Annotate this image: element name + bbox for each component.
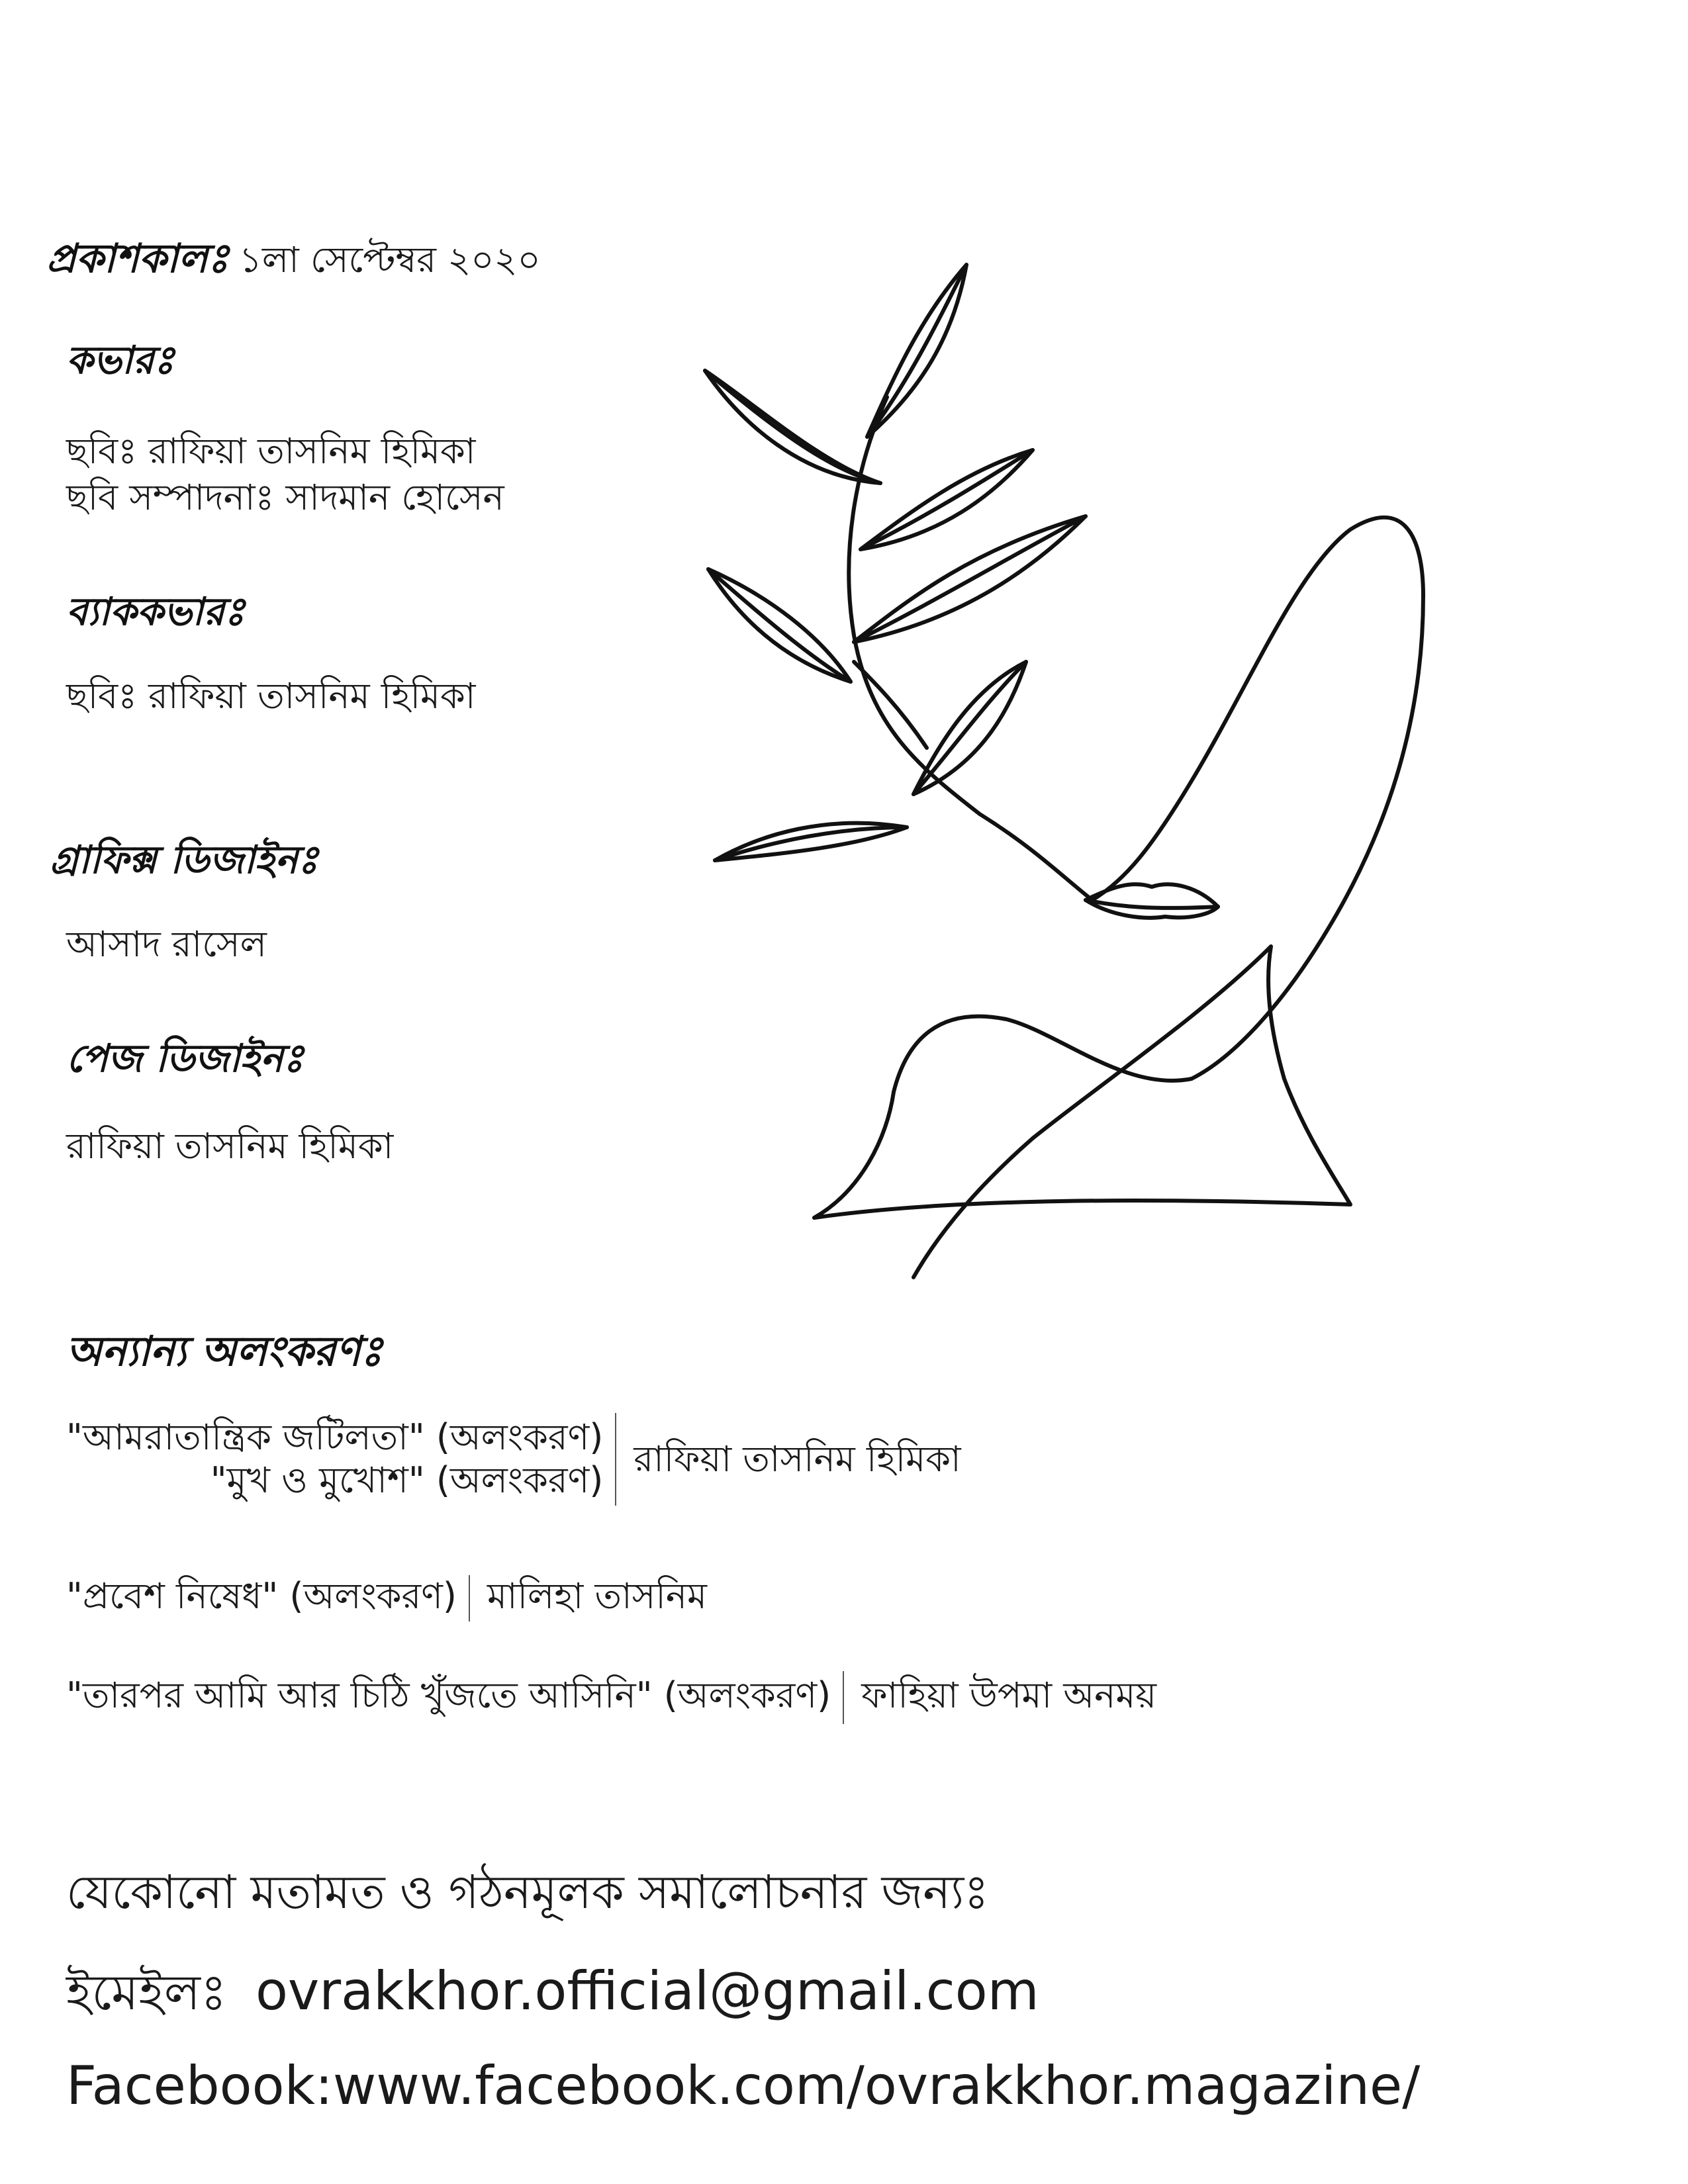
divider: [615, 1413, 616, 1506]
decoration-group-1-items: [66, 1416, 603, 1502]
graphics-design-name: আসাদ রাসেল: [66, 923, 267, 965]
divider: [843, 1671, 844, 1724]
decoration-artist: রাফিয়া তাসনিম হিমিকা: [633, 1437, 961, 1480]
graphics-design-heading: গ্রাফিক্স ডিজাইনঃ: [50, 837, 318, 882]
cover-line-2: ছবি সম্পাদনাঃ সাদমান হোসেন: [66, 477, 504, 518]
other-decoration-heading: অন্যান্য অলংকরণঃ: [66, 1327, 383, 1375]
page-design-name: রাফিয়া তাসনিম হিমিকা: [66, 1125, 394, 1167]
email-link[interactable]: ovrakkhor.official@gmail.com: [255, 1960, 1039, 2022]
page-design-heading: পেজ ডিজাইনঃ: [66, 1036, 304, 1081]
decoration-item: "তারপর আমি আর চিঠি খুঁজতে আসিনি" (অলংকরণ): [66, 1674, 831, 1716]
decoration-artist: ফাহিয়া উপমা অনময়: [861, 1674, 1157, 1716]
divider: [469, 1575, 470, 1621]
decoration-artist: মালিহা তাসনিম: [487, 1575, 707, 1617]
decoration-item: "প্রবেশ নিষেধ" (অলংকরণ): [66, 1575, 457, 1617]
cover-line-1: ছবিঃ রাফিয়া তাসনিম হিমিকা: [66, 430, 476, 472]
publication-line: [46, 228, 541, 295]
email-label: ইমেইলঃ: [66, 1964, 227, 2021]
decoration-item: "আমরাতান্ত্রিক জটিলতা" (অলংকরণ): [66, 1416, 604, 1459]
cover-heading: কভারঃ: [66, 338, 175, 383]
facebook-link[interactable]: Facebook:www.facebook.com/ovrakkhor.magazine/: [66, 2055, 1421, 2116]
decoration-group-2: [66, 1569, 707, 1628]
decoration-group-1: [66, 1413, 961, 1506]
decoration-item: "মুখ ও মুখোশ" (অলংকরণ): [210, 1459, 604, 1501]
line-art-face-with-leaves-icon: [688, 251, 1483, 1284]
contact-email-line: [66, 1956, 1039, 2037]
publication-label: প্রকাশকালঃ: [46, 236, 229, 282]
decoration-group-3: [66, 1668, 1156, 1727]
contact-intro: যেকোনো মতামত ও গঠনমূলক সমালোচনার জন্যঃ: [66, 1865, 989, 1919]
publication-date: ১লা সেপ্টেম্বর ২০২০: [238, 239, 541, 281]
backcover-line-1: ছবিঃ রাফিয়া তাসনিম হিমিকা: [66, 675, 476, 717]
backcover-heading: ব্যাককভারঃ: [66, 589, 245, 634]
